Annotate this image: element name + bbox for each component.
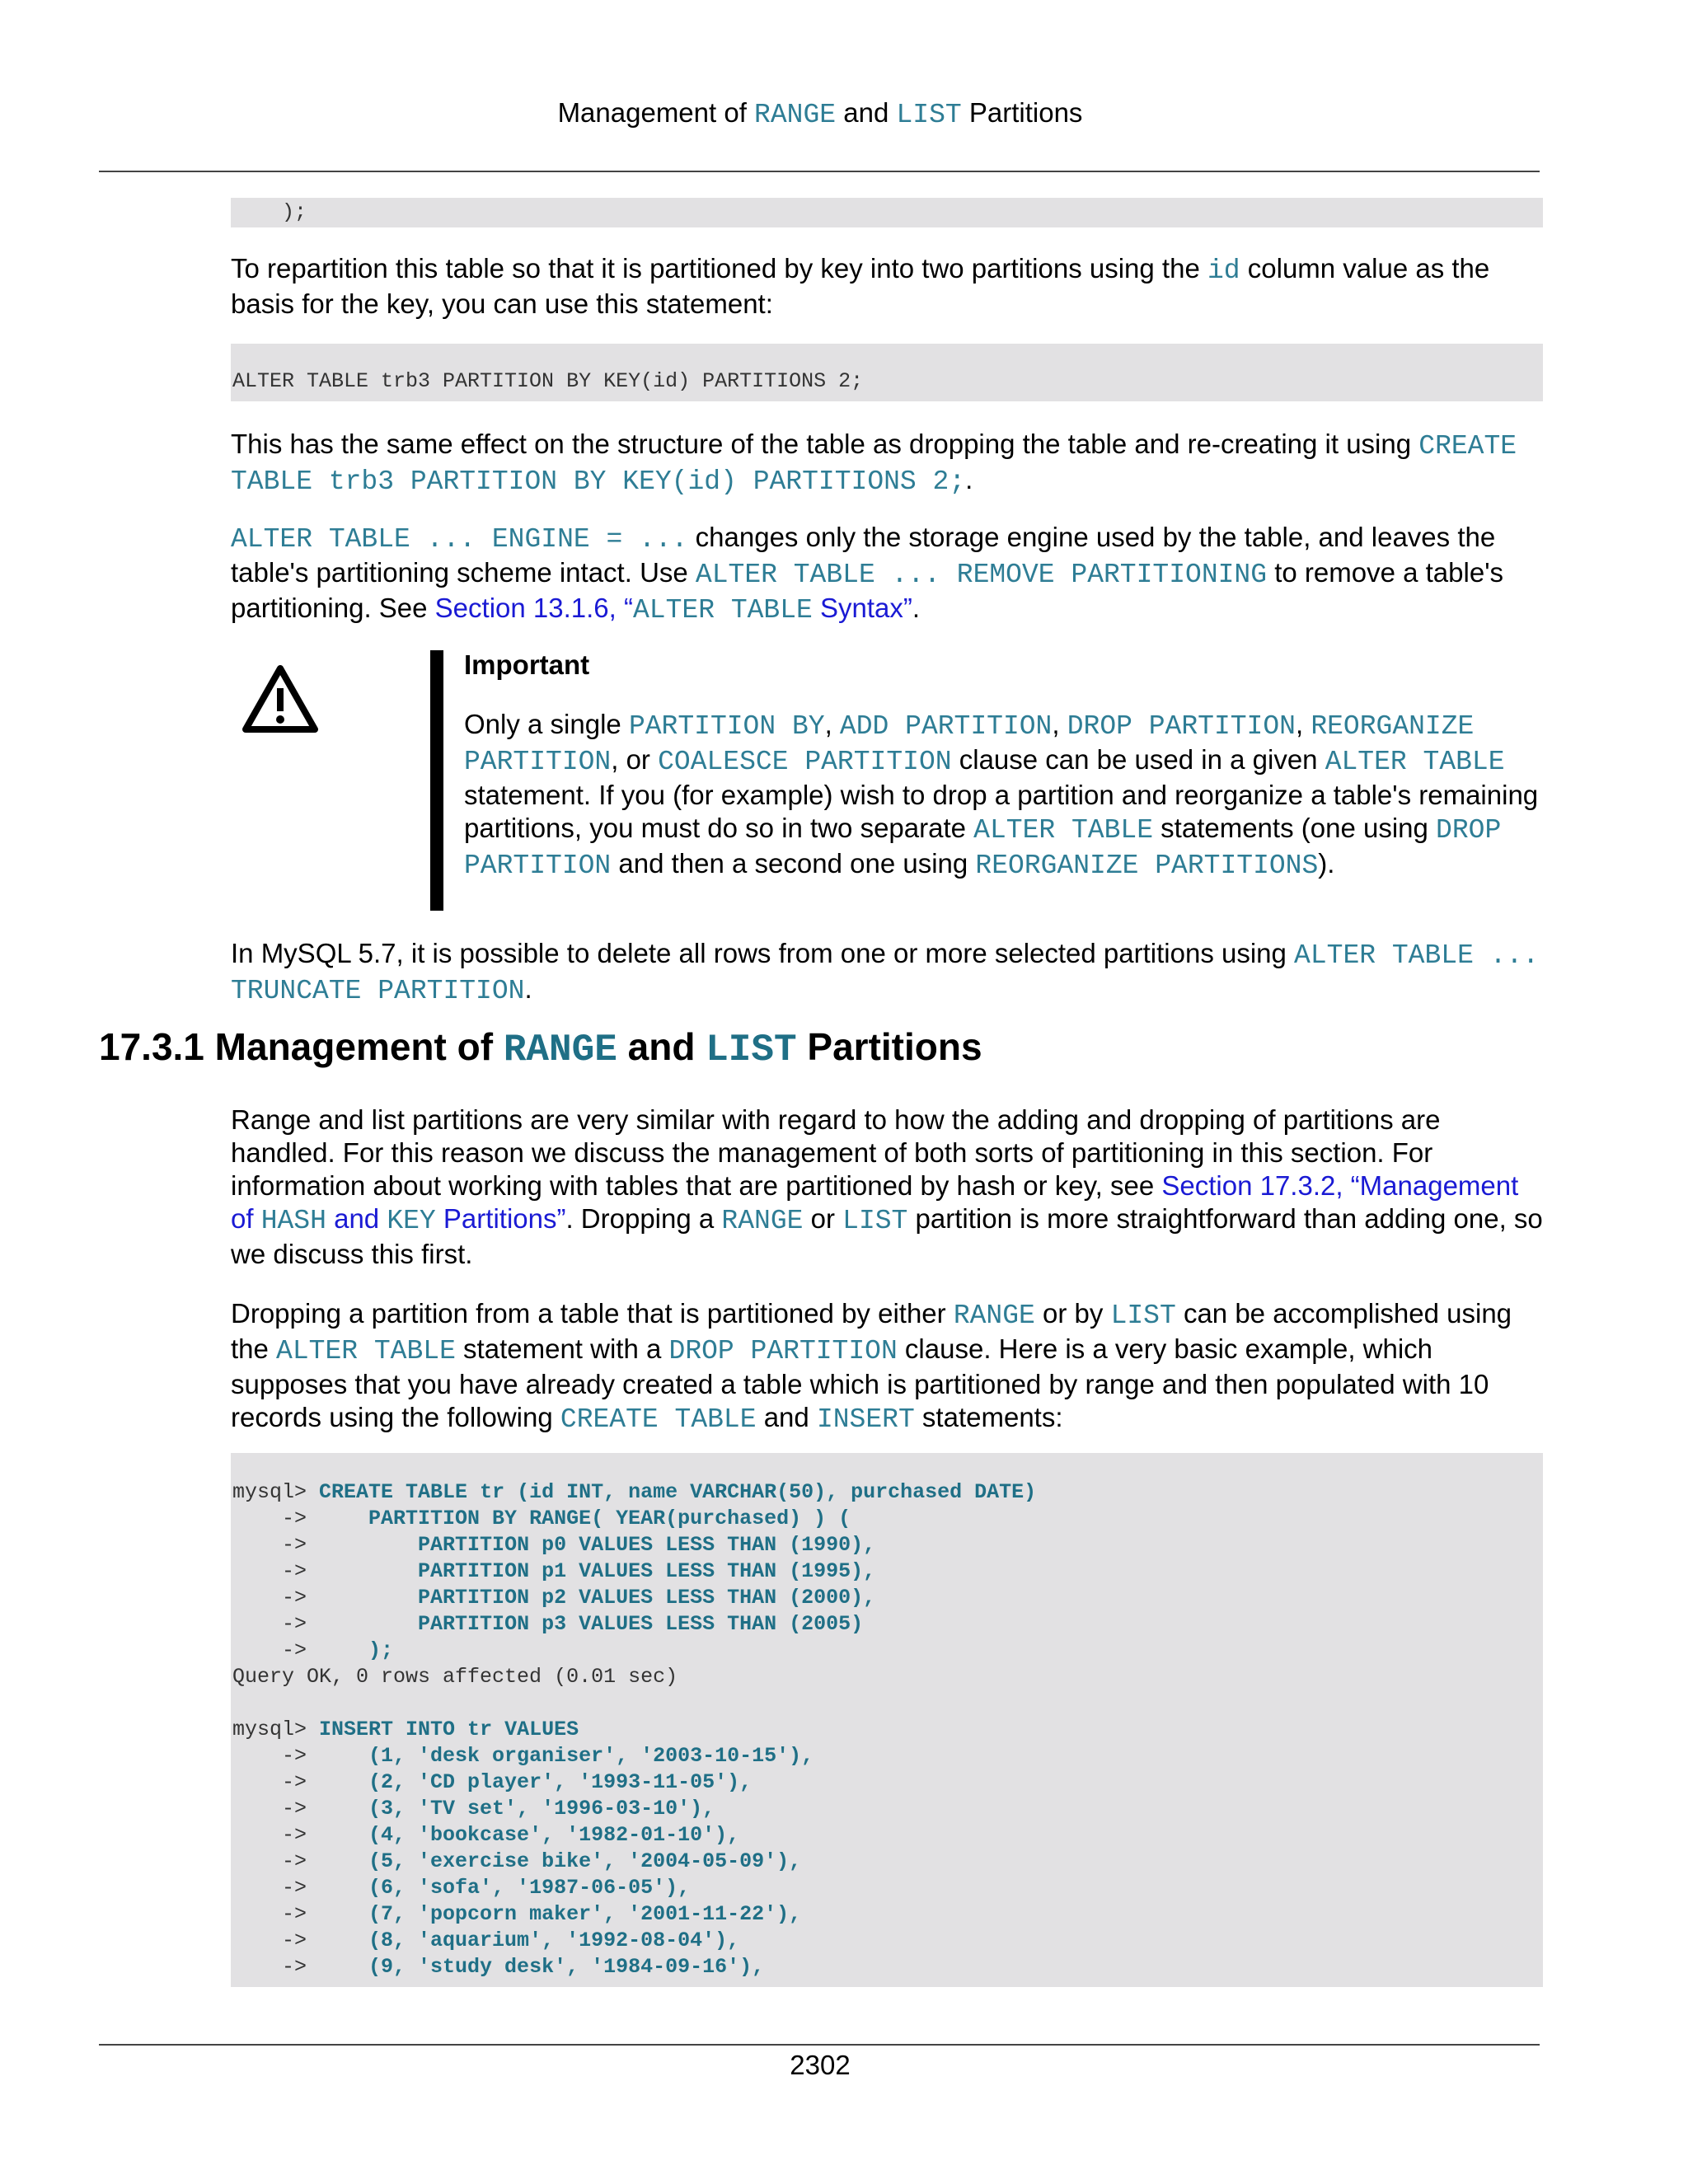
code-line — [232, 1479, 1543, 1506]
para-dropping-text5: clause. Here is a very basic example, which supposes that you have already created a table which is partitioned by range and then populated with 10 records using the following — [231, 1333, 1489, 1432]
link-hash-code: HASH — [260, 1206, 326, 1236]
link-alter-table-suffix: Syntax” — [812, 593, 912, 623]
note-t3: , — [1052, 709, 1067, 739]
code-statement: (8, 'aquarium', '1992-08-04'), — [368, 1929, 740, 1952]
code-prompt: -> — [232, 1797, 369, 1821]
heading-suffix: Partitions — [796, 1025, 982, 1068]
para-truncate — [231, 937, 1543, 1008]
link-hash-key-suffix: Partitions” — [435, 1203, 566, 1234]
para-repartition-wrapper — [231, 252, 1543, 321]
para-range-code1: RANGE — [721, 1206, 804, 1236]
code-statement: (3, 'TV set', '1996-03-10'), — [368, 1797, 715, 1821]
code-statement: INSERT INTO tr VALUES — [319, 1718, 579, 1741]
code-line — [232, 1611, 1543, 1638]
para-repartition-text2: column value as the basis for the key, you can use this statement: — [231, 253, 1490, 319]
code-statement: (7, 'popcorn maker', '2001-11-22'), — [368, 1902, 802, 1926]
link-alter-table-prefix: Section 13.1.6, “ — [434, 593, 633, 623]
section-heading — [99, 1022, 982, 1075]
note-title: Important — [464, 649, 590, 680]
para-dropping-code5: CREATE TABLE — [560, 1404, 757, 1435]
code-line — [232, 1638, 1543, 1664]
note-c9: REORGANIZE PARTITIONS — [975, 851, 1319, 881]
heading-middle: and — [617, 1025, 706, 1068]
code-line — [232, 1690, 1543, 1717]
note-t4: , — [1295, 709, 1311, 739]
code-statement: (5, 'exercise bike', '2004-05-09'), — [368, 1849, 802, 1873]
code-prompt: -> — [232, 1902, 369, 1926]
code-statement: (6, 'sofa', '1987-06-05'), — [368, 1876, 691, 1900]
code-line — [232, 1822, 1543, 1849]
code-example-wrapper — [231, 1453, 1543, 1987]
para-range-code2: LIST — [842, 1206, 908, 1236]
code-statement: (9, 'study desk', '1984-09-16'), — [368, 1955, 765, 1979]
code-alter: ALTER TABLE trb3 PARTITION BY KEY(id) PARTITIONS 2; — [231, 344, 1543, 401]
code-prompt: -> — [232, 1612, 419, 1636]
note-t10: ). — [1318, 848, 1335, 879]
code-line — [232, 1849, 1543, 1875]
para-range-text3: or — [803, 1203, 843, 1234]
code-prompt: -> — [232, 1559, 419, 1583]
code-line — [232, 1532, 1543, 1558]
para-engine-text2: to remove a table's partitioning. See — [231, 557, 1503, 623]
para-dropping-code4: DROP PARTITION — [668, 1336, 898, 1366]
code-prompt: -> — [232, 1770, 369, 1794]
para-dropping-text7: statements: — [914, 1402, 1063, 1432]
para-repartition — [231, 252, 1543, 321]
code-statement: PARTITION p1 VALUES LESS THAN (1995), — [418, 1559, 876, 1583]
note-t8: statements (one using — [1153, 813, 1437, 843]
code-line — [232, 1585, 1543, 1611]
para-effect-wrapper — [231, 428, 1543, 499]
para-repartition-text1: To repartition this table so that it is partitioned by key into two partitions using the — [231, 253, 1207, 284]
note-t7: statement. If you (for example) wish to drop a partition and reorganize a table's remaining partitions, you must do so in two separate — [464, 780, 1539, 843]
page-number: 2302 — [790, 2050, 851, 2080]
header-code-list: LIST — [896, 100, 962, 130]
heading-code-list: LIST — [706, 1029, 797, 1071]
para-truncate-text1: In MySQL 5.7, it is possible to delete all rows from one or more selected partitions using — [231, 938, 1295, 968]
header-suffix: Partitions — [961, 97, 1083, 128]
code-line — [232, 1875, 1543, 1901]
note-c8: DROP PARTITION — [464, 815, 1502, 881]
para-effect — [231, 428, 1543, 499]
link-alter-table-syntax[interactable] — [434, 593, 912, 626]
note-c6: ALTER TABLE — [1325, 747, 1505, 777]
code-fragment-top: ); — [231, 198, 1543, 227]
note-c5: COALESCE PARTITION — [658, 747, 952, 777]
code-line — [232, 1453, 1543, 1479]
para-dropping-wrapper — [231, 1297, 1543, 1436]
para-engine-wrapper — [231, 521, 1543, 627]
para-engine-code1: ALTER TABLE ... ENGINE = ... — [231, 524, 688, 555]
code-statement: PARTITION BY RANGE( YEAR(purchased) ) ( — [368, 1507, 851, 1530]
para-range — [231, 1104, 1543, 1271]
code-prompt: -> — [232, 1586, 419, 1610]
header-prefix: Management of — [557, 97, 755, 128]
para-dropping-code3: ALTER TABLE — [276, 1336, 456, 1366]
para-dropping-code2: LIST — [1110, 1301, 1176, 1331]
para-dropping — [231, 1297, 1543, 1436]
link-hash-key-mid: and — [326, 1203, 387, 1234]
warning-triangle-icon — [241, 663, 320, 734]
note-body — [464, 647, 1552, 883]
code-prompt: -> — [232, 1929, 369, 1952]
code-prompt: -> — [232, 1744, 369, 1768]
code-prompt: Query OK, 0 rows affected (0.01 sec) — [232, 1665, 678, 1689]
note-t1: Only a single — [464, 709, 629, 739]
para-engine-code2: ALTER TABLE ... REMOVE PARTITIONING — [695, 560, 1268, 590]
para-effect-code1: CREATE TABLE trb3 PARTITION BY KEY(id) PARTITIONS 2; — [231, 431, 1517, 497]
code-prompt: -> — [232, 1533, 419, 1557]
code-line — [232, 1743, 1543, 1769]
code-statement: PARTITION p2 VALUES LESS THAN (2000), — [418, 1586, 876, 1610]
code-statement: CREATE TABLE tr (id INT, name VARCHAR(50), purchased DATE) — [319, 1480, 1037, 1504]
note-c3: DROP PARTITION — [1067, 711, 1296, 742]
code-statement: (2, 'CD player', '1993-11-05'), — [368, 1770, 753, 1794]
note-c4: REORGANIZE PARTITION — [464, 711, 1475, 777]
code-prompt: -> — [232, 1638, 369, 1662]
code-statement: PARTITION p0 VALUES LESS THAN (1990), — [418, 1533, 876, 1557]
code-line — [232, 1796, 1543, 1822]
para-range-text4: partition is more straightforward than adding one, so we discuss this first. — [231, 1203, 1543, 1269]
para-range-text2: . Dropping a — [565, 1203, 722, 1234]
note-t2: , — [824, 709, 840, 739]
para-truncate-code1: ALTER TABLE ... TRUNCATE PARTITION — [231, 940, 1540, 1006]
code-prompt: -> — [232, 1823, 369, 1847]
para-range-text1: Range and list partitions are very similar with regard to how the adding and dropping of partitions are handled. For this reason we discuss the management of both sorts of partitioning in this section. For information about working with tables that are partitioned by hash or key, see — [231, 1104, 1441, 1201]
para-dropping-text4: statement with a — [455, 1333, 669, 1364]
para-dropping-text1: Dropping a partition from a table that is partitioned by either — [231, 1298, 954, 1329]
para-dropping-code6: INSERT — [816, 1404, 915, 1435]
code-prompt: mysql> — [232, 1480, 320, 1504]
code-line — [232, 1928, 1543, 1954]
code-prompt: -> — [232, 1955, 369, 1979]
note-c2: ADD PARTITION — [839, 711, 1053, 742]
para-dropping-text6: and — [756, 1402, 817, 1432]
code-prompt: -> — [232, 1507, 369, 1530]
para-engine — [231, 521, 1543, 627]
para-engine-text1: changes only the storage engine used by the table, and leaves the table's partitioning scheme intact. Use — [231, 522, 1496, 588]
para-repartition-code1: id — [1207, 255, 1240, 286]
note-t9: and then a second one using — [611, 848, 976, 879]
code-line — [232, 1769, 1543, 1796]
code-fragment-top-wrapper — [231, 198, 1543, 227]
code-example — [231, 1453, 1543, 1987]
para-dropping-text3: can be accomplished using the — [231, 1298, 1512, 1364]
header-divider — [99, 171, 1540, 172]
code-statement: (1, 'desk organiser', '2003-10-15'), — [368, 1744, 814, 1768]
para-dropping-code1: RANGE — [953, 1301, 1035, 1331]
para-effect-text2: . — [965, 464, 973, 494]
running-header — [0, 95, 1640, 134]
code-statement: PARTITION p3 VALUES LESS THAN (2005) — [418, 1612, 864, 1636]
code-alter-wrapper — [231, 344, 1543, 401]
code-line — [232, 1717, 1543, 1743]
note-c7: ALTER TABLE — [973, 815, 1153, 846]
link-alter-table-code: ALTER TABLE — [633, 595, 813, 626]
code-line — [232, 1664, 1543, 1690]
footer-divider — [99, 2044, 1540, 2046]
header-middle: and — [836, 97, 897, 128]
note-text — [464, 708, 1552, 883]
note-t6: clause can be used in a given — [951, 744, 1325, 775]
link-key-code: KEY — [387, 1206, 436, 1236]
note-bar — [430, 650, 443, 911]
code-prompt: -> — [232, 1849, 369, 1873]
header-code-range: RANGE — [754, 100, 837, 130]
para-truncate-wrapper — [231, 937, 1543, 1008]
note-c1: PARTITION BY — [628, 711, 825, 742]
para-engine-text3: . — [912, 593, 921, 623]
para-range-wrapper — [231, 1104, 1543, 1271]
code-statement: ); — [368, 1638, 394, 1662]
code-line — [232, 1506, 1543, 1532]
para-truncate-text2: . — [524, 973, 532, 1004]
heading-code-range: RANGE — [503, 1029, 617, 1071]
code-statement: (4, 'bookcase', '1982-01-10'), — [368, 1823, 740, 1847]
important-note — [231, 647, 1550, 911]
code-prompt: mysql> — [232, 1718, 320, 1741]
code-line — [232, 1558, 1543, 1585]
code-line — [232, 1901, 1543, 1928]
para-effect-text1: This has the same effect on the structure of the table as dropping the table and re-creating it using — [231, 429, 1419, 459]
heading-number: 17.3.1 Management of — [99, 1025, 504, 1068]
para-dropping-text2: or by — [1034, 1298, 1111, 1329]
code-prompt: -> — [232, 1876, 369, 1900]
link-hash-key-prefix: Section 17.3.2, “Management of — [231, 1170, 1519, 1234]
code-line — [232, 1954, 1543, 1980]
note-t5: , or — [611, 744, 659, 775]
